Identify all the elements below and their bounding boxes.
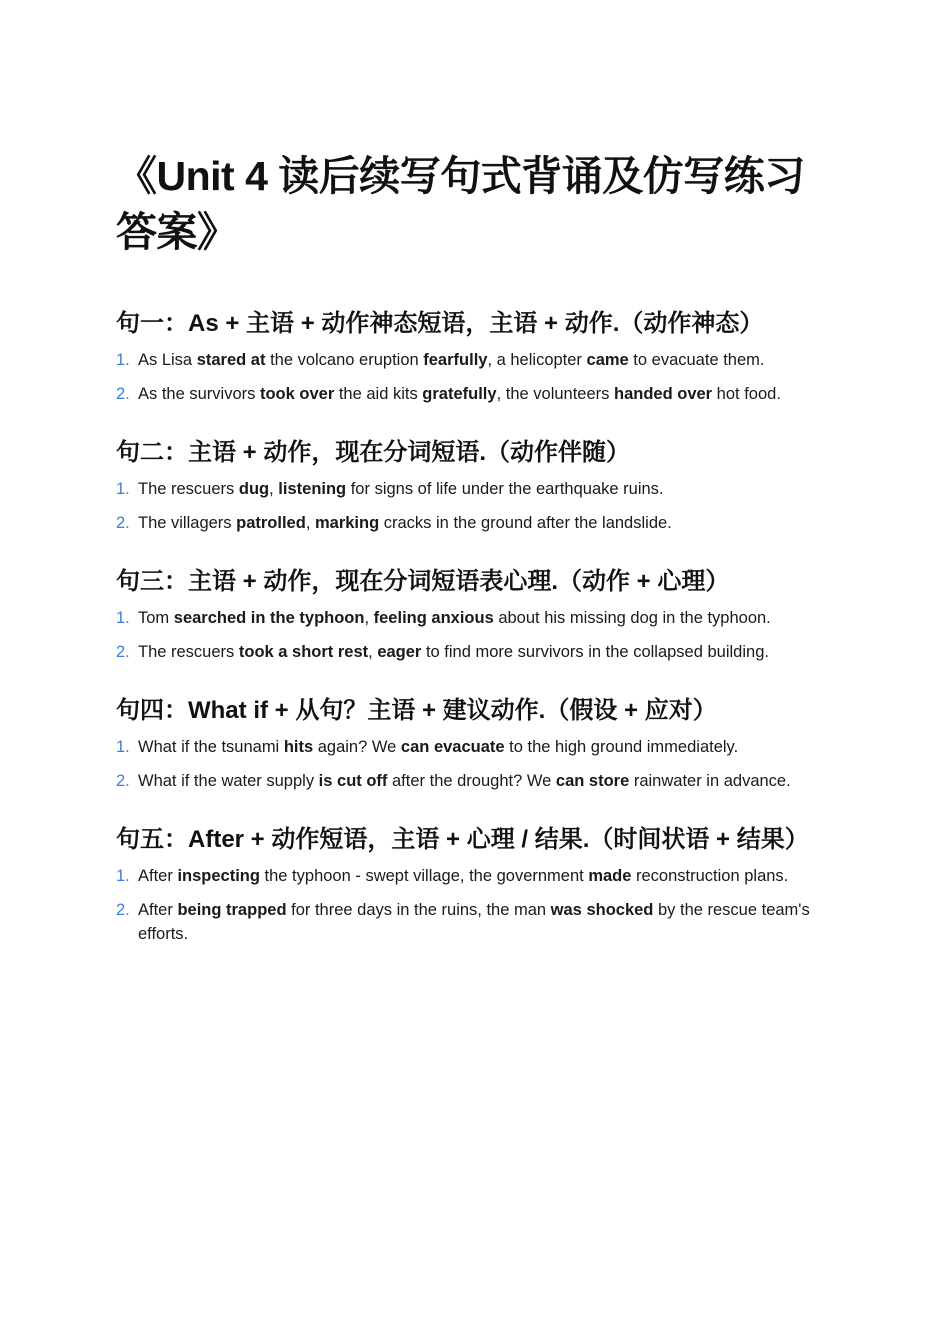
sentence-text: rainwater in advance. (629, 772, 791, 790)
sentence-text: , the volunteers (496, 385, 614, 403)
sentence-text: to the high ground immediately. (504, 738, 739, 756)
list-item (116, 477, 840, 501)
list-item-text (138, 514, 672, 532)
sentence-text: , (368, 643, 378, 661)
sentence-text: after the drought? We (387, 772, 556, 790)
sentence-text: The villagers (138, 514, 237, 532)
list-item-number: 1. (116, 480, 130, 498)
sentence-text: cracks in the ground after the landslide. (379, 514, 672, 532)
section-2 (116, 435, 840, 545)
keyword-phrase: can store (555, 772, 630, 790)
sentence-text: about his missing dog in the typhoon. (493, 609, 771, 627)
list-item-number: 2. (116, 901, 130, 919)
list-item-number: 1. (116, 609, 130, 627)
section-1 (116, 306, 840, 416)
sentence-text: for three days in the ruins, the man (286, 901, 551, 919)
sentence-text: for signs of life under the earthquake ruins. (346, 480, 664, 498)
list-item-text (138, 772, 791, 790)
keyword-phrase: listening (278, 480, 347, 498)
section-heading: 句四：What if + 从句？主语 + 建议动作.（假设 + 应对） (116, 697, 717, 724)
list-item-text (138, 609, 771, 627)
list-item (116, 348, 840, 372)
sentence-text: , (305, 514, 315, 532)
keyword-phrase: fearfully (423, 351, 488, 369)
sentence-text: the aid kits (334, 385, 423, 403)
keyword-phrase: handed over (613, 385, 713, 403)
section-heading: 句二：主语 + 动作，现在分词短语.（动作伴随） (116, 439, 631, 466)
sentence-text: , (364, 609, 374, 627)
sentence-text: , (269, 480, 279, 498)
list-item (116, 735, 840, 759)
list-item-text (138, 738, 738, 756)
list-item-text (138, 901, 810, 943)
section-list (116, 735, 840, 793)
sentence-text: The rescuers (138, 643, 239, 661)
list-item-text (138, 867, 788, 885)
sentence-text: , a helicopter (487, 351, 587, 369)
keyword-phrase: marking (314, 514, 380, 532)
keyword-phrase: hits (283, 738, 314, 756)
sentence-text: The rescuers (138, 480, 239, 498)
section-4 (116, 693, 840, 803)
keyword-phrase: gratefully (422, 385, 497, 403)
section-heading: 句一：As + 主语 + 动作神态短语，主语 + 动作.（动作神态） (116, 310, 764, 337)
list-item (116, 382, 840, 406)
sentence-text: again? We (313, 738, 401, 756)
list-item-number: 1. (116, 351, 130, 369)
section-heading: 句三：主语 + 动作，现在分词短语表心理.（动作 + 心理） (116, 568, 730, 595)
keyword-phrase: searched in the typhoon (173, 609, 365, 627)
keyword-phrase: came (586, 351, 629, 369)
document-title (116, 148, 840, 260)
section-5 (116, 822, 840, 956)
list-item-number: 2. (116, 772, 130, 790)
sentence-text: As the survivors (138, 385, 260, 403)
list-item-number: 1. (116, 867, 130, 885)
keyword-phrase: is cut off (318, 772, 388, 790)
list-item (116, 769, 840, 793)
sentence-text: by the rescue team's efforts. (138, 901, 810, 943)
keyword-phrase: can evacuate (400, 738, 505, 756)
section-list (116, 348, 840, 406)
sentence-text: the volcano eruption (265, 351, 424, 369)
list-item-number: 2. (116, 385, 130, 403)
section-heading: 句五：After + 动作短语，主语 + 心理 / 结果.（时间状语 + 结果） (116, 826, 809, 853)
list-item-text (138, 351, 764, 369)
keyword-phrase: feeling anxious (373, 609, 494, 627)
sentence-text: to find more survivors in the collapsed building. (421, 643, 769, 661)
list-item-number: 2. (116, 643, 130, 661)
sentence-text: hot food. (712, 385, 781, 403)
sentence-text: After (138, 901, 178, 919)
sentence-text: After (138, 867, 178, 885)
keyword-phrase: dug (238, 480, 270, 498)
list-item-number: 2. (116, 514, 130, 532)
keyword-phrase: being trapped (177, 901, 287, 919)
document-title-line-2: 答案》 (116, 209, 238, 255)
list-item (116, 864, 840, 888)
keyword-phrase: was shocked (550, 901, 654, 919)
keyword-phrase: made (588, 867, 632, 885)
sentence-text: to evacuate them. (628, 351, 765, 369)
sentence-text: What if the tsunami (138, 738, 284, 756)
list-item-text (138, 385, 781, 403)
section-list (116, 864, 840, 946)
keyword-phrase: stared at (196, 351, 266, 369)
list-item (116, 511, 840, 535)
list-item-text (138, 643, 769, 661)
list-item (116, 640, 840, 664)
sentence-text: the typhoon - swept village, the government (259, 867, 589, 885)
keyword-phrase: inspecting (177, 867, 260, 885)
list-item (116, 898, 840, 946)
keyword-phrase: patrolled (236, 514, 306, 532)
list-item-number: 1. (116, 738, 130, 756)
sentence-text: Tom (138, 609, 174, 627)
section-list (116, 606, 840, 664)
keyword-phrase: took a short rest (238, 643, 369, 661)
keyword-phrase: took over (259, 385, 335, 403)
document-title-line-1: 《Unit 4 读后续写句式背诵及仿写练习 (116, 153, 805, 199)
list-item (116, 606, 840, 630)
sentence-text: As Lisa (138, 351, 197, 369)
section-list (116, 477, 840, 535)
list-item-text (138, 480, 664, 498)
sentence-text: reconstruction plans. (631, 867, 789, 885)
section-3 (116, 564, 840, 674)
keyword-phrase: eager (377, 643, 422, 661)
sentence-text: What if the water supply (138, 772, 319, 790)
